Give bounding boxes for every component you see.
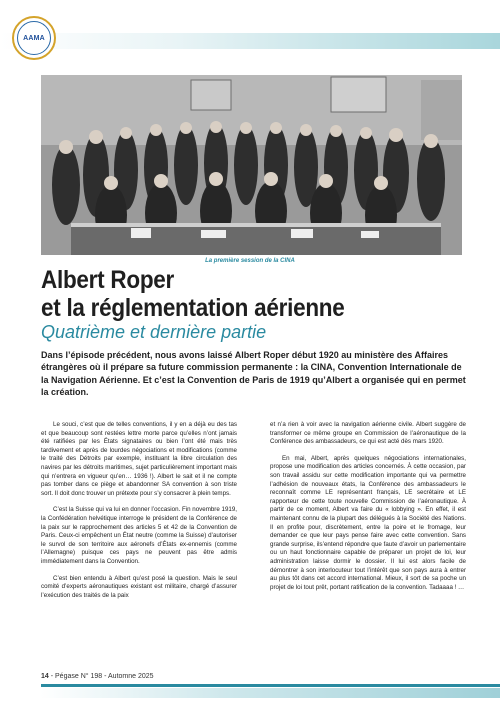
title-line-2: et la réglementation aérienne bbox=[41, 294, 345, 322]
article-subtitle: Quatrième et dernière partie bbox=[41, 322, 267, 342]
publication-info: - Pégase N° 198 - Automne 2025 bbox=[48, 673, 154, 680]
footer-divider bbox=[41, 684, 500, 687]
paragraph: Le souci, c’est que de telles conventions, il y en a déjà eu des tas et que beaucoup sont restées lettre morte parce qu’elles n’ont jamais été ratifiées par les États signataires ou bien l’ont été mais très tardivement et après de lourdes négociations et modifications (comme le traité des Détroits par exemple, instituant la libre circulation des navires par les détroits maritimes, sujet particulièrement important mais qui n’entrera en vigueur qu’en… 1936 !). Albert le sait et il ne compte pas tomber dans ce piège et abandonner SA convention à son triste sort. Il doit donc trouver un prétexte pour s’y consacrer à plein temps. bbox=[41, 421, 237, 497]
aama-logo bbox=[12, 16, 56, 60]
left-column bbox=[41, 421, 237, 608]
paragraph: et n’a rien à voir avec la navigation aérienne civile. Albert suggère de transformer ce même groupe en Commission de l’aéronautique de la Conférence des ambassadeurs, ce qui est acté dès mars 1920. bbox=[270, 421, 466, 446]
paragraph: C’est bien entendu à Albert qu’est posé la question. Mais le seul comité d’experts aéronautiques existant est militaire, chargé d’assurer l’exécution des traités de la paix bbox=[41, 574, 237, 599]
historical-photo bbox=[41, 75, 462, 255]
article-lead: Dans l’épisode précédent, nous avons laissé Albert Roper début 1920 au ministère des Affaires étrangères où il prépare sa future commission permanente : la CINA, Convention Internationale de la Navigation Aérienne. Et c’est la Convention de Paris de 1919 qu’Albert a organisée qui en permet la création. bbox=[41, 350, 466, 398]
right-column bbox=[270, 421, 466, 600]
page-number: 14 bbox=[41, 673, 49, 680]
logo-text: AAMA bbox=[23, 34, 45, 42]
footer-band bbox=[40, 688, 500, 698]
article-title bbox=[41, 266, 428, 322]
header-band bbox=[0, 33, 500, 49]
photo-caption: La première session de la CINA bbox=[205, 258, 295, 264]
page-footer bbox=[41, 673, 154, 680]
logo-ring-icon bbox=[17, 21, 51, 55]
paragraph: En mai, Albert, après quelques négociations internationales, propose une modification des articles concernés. À cette occasion, par son travail assidu sur cette modification importante qui va permettre l’adhésion de nouveaux états, la Conférence des ambassadeurs le reconnaît comme LE représentant français, LE secrétaire et LE rapporteur de cette toute nouvelle Commission de l’aéronautique. À partir de ce moment, Albert va faire du « lobbying ». En effet, il est maintenant connu de la plupart des délégués à la Société des Nations. Il en profite pour, discrètement, entre la poire et le fromage, leur demander ce que leur pays pense faire avec cette convention. Sans grande surprise, ils’entend répondre que faute d’avoir un parlementaire ou un haut fonctionnaire capable de préparer un projet de loi, leur administration laisse dormir le dossier. Il lui est alors facile de démontrer à son interlocuteur tout l’intérêt que son pays aura à entrer au plus tôt dans cet accord international. Mieux, il sort de sa poche un projet de loi tout prêt, portant ratification de la convention. Tadaaaa ! … bbox=[270, 454, 466, 591]
title-line-1: Albert Roper bbox=[41, 266, 175, 294]
paragraph: C’est la Suisse qui va lui en donner l’occasion. Fin novembre 1919, la Confédération helvétique interroge le président de la Conférence de la paix sur le rapprochement des articles 5 et 42 de la Convention de Paris. Ceux-ci empêchent un État neutre (comme la Suisse) d’autoriser le survol de son territoire aux aéronefs d’États ex-ennemis (comme l’Allemagne) puisque ces pays ne peuvent pas être admis immédiatement dans la Convention. bbox=[41, 506, 238, 565]
group-photo-image bbox=[41, 75, 462, 255]
